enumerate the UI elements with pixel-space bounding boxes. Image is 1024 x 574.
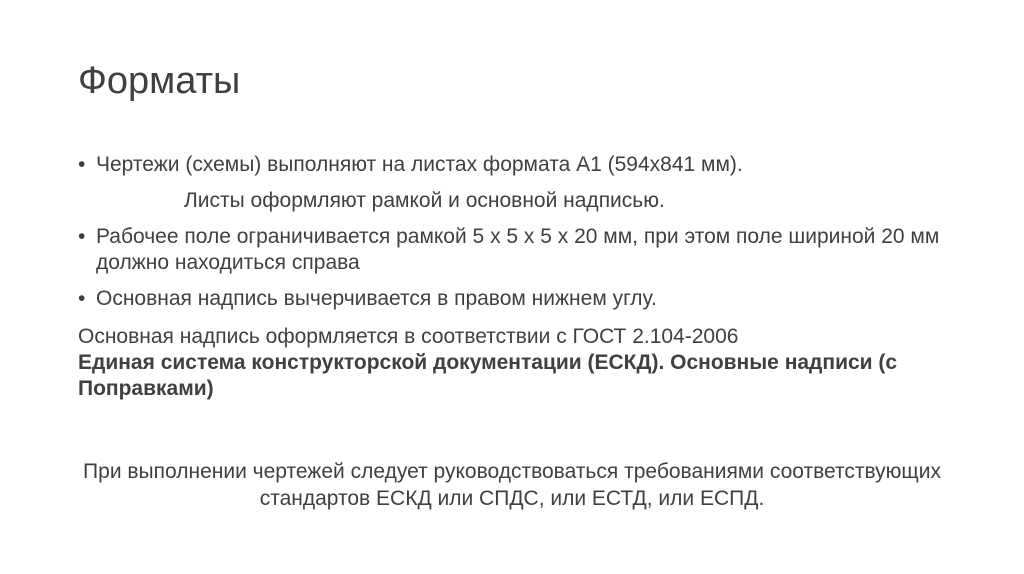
gost-paragraph: [78, 324, 958, 402]
gost-reference: Основная надпись оформляется в соответствии с ГОСТ 2.104-2006: [78, 325, 739, 348]
bullet-text-3: Основная надпись вычерчивается в правом нижнем углу.: [96, 287, 657, 310]
gost-title: Единая система конструкторской документации (ЕСКД). Основные надписи (с Поправками): [78, 351, 898, 400]
closing-note: При выполнении чертежей следует руководствоваться требованиями соответствующих стандартов ЕСКД или СПДС, или ЕСТД, или ЕСПД.: [83, 460, 941, 510]
bullet-icon: •: [78, 225, 86, 248]
bullet-1-continuation: Листы оформляют рамкой и основной надписью.: [184, 189, 665, 212]
bullet-icon: •: [78, 287, 86, 310]
bullet-item-2: [78, 224, 958, 276]
bullet-item-3: [78, 286, 958, 312]
bullet-text-1: Чертежи (схемы) выполняют на листах формата А1 (594х841 мм).: [96, 153, 743, 176]
slide-title: Форматы: [78, 60, 241, 102]
bullet-text-2: Рабочее поле ограничивается рамкой 5 х 5 х 5 х 20 мм, при этом поле шириной 20 мм должно находиться справа: [96, 225, 940, 274]
bullet-icon: •: [78, 153, 86, 176]
slide-body: [78, 152, 958, 402]
bullet-item-1: [78, 152, 958, 178]
